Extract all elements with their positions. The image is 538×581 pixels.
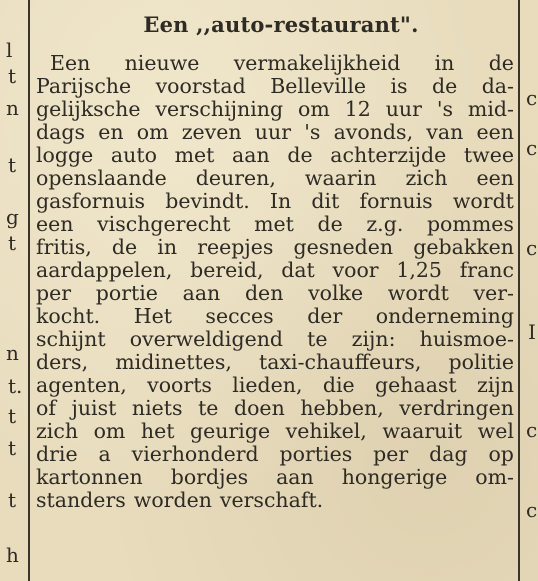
word: 's — [436, 97, 453, 121]
word: 12 — [344, 97, 371, 121]
article-line — [36, 420, 514, 443]
word: dit — [311, 189, 340, 213]
word: te — [307, 327, 328, 351]
word: gelijksche — [36, 97, 141, 121]
fragment: t — [8, 436, 17, 460]
word: het — [140, 419, 175, 443]
word: verschijning — [155, 97, 284, 121]
article-line — [36, 121, 514, 144]
word: hongerige — [341, 465, 448, 489]
word: onderneming — [375, 304, 514, 328]
word: om — [93, 419, 126, 443]
word: bordjes — [170, 465, 249, 489]
article-line — [36, 190, 514, 213]
article-line — [36, 305, 514, 328]
word: per — [373, 442, 409, 466]
word: den — [244, 281, 284, 305]
word: waarin — [304, 166, 377, 190]
fragment: c — [526, 236, 538, 260]
word: Parijsche — [36, 74, 132, 98]
word: die — [322, 373, 355, 397]
word: zich — [36, 419, 79, 443]
word: a — [98, 442, 111, 466]
word: aan — [182, 281, 221, 305]
column-rule-left — [28, 0, 30, 581]
word: drie — [36, 442, 78, 466]
left-column-fragments — [0, 0, 26, 581]
article-line — [36, 466, 514, 489]
word: zeven — [181, 120, 242, 144]
word: openslaande — [36, 166, 167, 190]
word: van — [426, 120, 464, 144]
word: juist — [71, 396, 117, 420]
word: in — [157, 235, 178, 259]
word: politie — [448, 350, 514, 374]
word: zijn: — [351, 327, 396, 351]
fragment: c — [526, 86, 538, 110]
word: is — [390, 74, 408, 98]
word: wordt — [452, 189, 514, 213]
word: kocht. — [36, 304, 101, 328]
fragment: I — [528, 320, 536, 344]
word: niets — [131, 396, 183, 420]
article-line — [36, 167, 514, 190]
word: voorstad — [155, 74, 246, 98]
word: twee — [463, 143, 514, 167]
word: bereid, — [190, 258, 264, 282]
fragment: l — [6, 38, 13, 62]
word: in — [434, 51, 455, 75]
word: reepjes — [197, 235, 274, 259]
word: per — [36, 281, 72, 305]
word: wel — [477, 419, 514, 443]
word: dat — [281, 258, 315, 282]
fragment: c — [526, 498, 538, 522]
article-line — [36, 374, 514, 397]
word: aardappelen, — [36, 258, 173, 282]
word: om- — [475, 465, 514, 489]
word: porties — [279, 442, 353, 466]
word: vierhonderd — [131, 442, 259, 466]
article-line — [36, 259, 514, 282]
word: aan — [232, 143, 270, 167]
word: ders, — [36, 350, 89, 374]
fragment: n — [6, 96, 19, 120]
word: In — [269, 189, 292, 213]
fragment: t. — [8, 374, 23, 398]
word: uur — [385, 97, 422, 121]
word: pommes — [426, 212, 514, 236]
word: met — [254, 212, 294, 236]
article-line — [36, 351, 514, 374]
article-line — [36, 443, 514, 466]
word: portie — [95, 281, 158, 305]
word: mid- — [467, 97, 514, 121]
word: een — [476, 166, 514, 190]
article-body — [36, 52, 514, 512]
word: agenten, — [36, 373, 127, 397]
word: auto — [110, 143, 157, 167]
article-line — [36, 75, 514, 98]
word: een — [36, 212, 74, 236]
word: voor — [332, 258, 379, 282]
word: aan — [276, 465, 314, 489]
word: op — [488, 442, 514, 466]
word: worden — [133, 488, 212, 512]
word: der — [307, 304, 343, 328]
word: Een — [50, 51, 91, 75]
word: franc — [459, 258, 514, 282]
word: de — [287, 143, 313, 167]
fragment: c — [526, 136, 538, 160]
article-line — [36, 236, 514, 259]
word: 's — [304, 120, 321, 144]
word: de — [488, 51, 514, 75]
word: uur — [254, 120, 292, 144]
word: om — [298, 97, 330, 121]
word: een — [476, 120, 514, 144]
fragment: n — [6, 341, 19, 365]
word: deuren, — [195, 166, 276, 190]
fragment: c — [526, 418, 538, 442]
word: vermakelijkheid — [233, 51, 401, 75]
word: om — [136, 120, 169, 144]
word: avonds, — [333, 120, 414, 144]
word: logge — [36, 143, 94, 167]
word: gebakken — [413, 235, 514, 259]
word: overweldigend — [129, 327, 284, 351]
column-rule-right — [518, 0, 520, 581]
article-line — [36, 397, 514, 420]
fragment: h — [6, 543, 19, 567]
word: huismoe- — [419, 327, 514, 351]
word: met — [174, 143, 215, 167]
word: hebben, — [300, 396, 384, 420]
word: geurige — [190, 419, 271, 443]
word: ver- — [473, 281, 514, 305]
word: da- — [481, 74, 514, 98]
word: volke — [308, 281, 364, 305]
word: voorts — [147, 373, 212, 397]
word: dags — [36, 120, 85, 144]
word: Het — [133, 304, 172, 328]
fragment: g — [6, 205, 19, 229]
word: schijnt — [36, 327, 106, 351]
word: de — [111, 235, 138, 259]
article-line — [36, 328, 514, 351]
word: midinettes, — [115, 350, 232, 374]
article-line — [36, 213, 514, 236]
fragment: t — [8, 153, 17, 177]
word: fritis, — [36, 235, 92, 259]
word: waaruit — [382, 419, 463, 443]
word: doen — [233, 396, 285, 420]
article-line — [36, 144, 514, 167]
article-line — [36, 98, 514, 121]
word: bevindt. — [165, 189, 250, 213]
article-line — [36, 489, 514, 512]
fragment: t — [8, 64, 17, 88]
article-line — [36, 52, 514, 75]
word: zich — [405, 166, 448, 190]
word: standers — [36, 488, 126, 512]
word: de — [317, 212, 343, 236]
word: nieuwe — [124, 51, 200, 75]
word: zijn — [477, 373, 514, 397]
word: 1,25 — [396, 258, 442, 282]
word: secces — [205, 304, 274, 328]
article-line — [36, 282, 514, 305]
word: achterzijde — [330, 143, 447, 167]
word: verdringen — [399, 396, 514, 420]
word: te — [198, 396, 219, 420]
word: gasfornuis — [36, 189, 146, 213]
article-headline: Een ,,auto-restaurant". — [143, 12, 419, 37]
word: fornuis — [359, 189, 433, 213]
word: gesneden — [293, 235, 394, 259]
word: Belleville — [270, 74, 367, 98]
fragment: t — [8, 404, 17, 428]
word: verschaft. — [219, 488, 324, 512]
word: z.g. — [366, 212, 404, 236]
word: kartonnen — [36, 465, 143, 489]
word: lieden, — [232, 373, 303, 397]
word: vehikel, — [285, 419, 367, 443]
word: vischgerecht — [97, 212, 231, 236]
word: gehaast — [375, 373, 457, 397]
word: en — [98, 120, 124, 144]
word: taxi-chauffeurs, — [259, 350, 422, 374]
word: de — [431, 74, 458, 98]
word: of — [36, 396, 56, 420]
word: wordt — [387, 281, 449, 305]
right-column-fragments — [522, 0, 538, 581]
word: dag — [429, 442, 468, 466]
article — [36, 10, 514, 512]
fragment: t — [8, 488, 17, 512]
fragment: t — [8, 231, 17, 255]
